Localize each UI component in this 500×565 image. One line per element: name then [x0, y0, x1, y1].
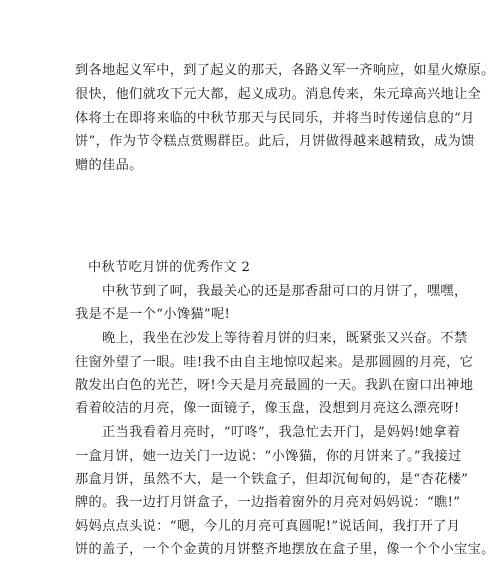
paragraph-line: 很快，他们就攻下元大都，起义成功。消息传来，朱元璋高兴地让全: [75, 87, 482, 103]
paragraph-line: 晚上，我坐在沙发上等待着月饼的归来，既紧张又兴奋。不禁: [102, 331, 468, 347]
paragraph-line: 饼的盖子，一个个金黄的月饼整齐地摆放在盒子里，像一个个小宝宝。: [75, 542, 495, 557]
paragraph-line: 一盒月饼，她一边关门一边说：“小馋猫，你的月饼来了。”我接过: [75, 448, 462, 464]
paragraph-line: 我是不是一个“小馋猫”呢!: [75, 307, 231, 323]
paragraph-line: 那盒月饼，虽然不大，是一个铁盒子，但却沉甸甸的，是“杏花楼”: [75, 472, 469, 487]
paragraph-line: 往窗外望了一眼。哇!我不由自主地惊叹起来。是那圆圆的月亮，它: [75, 354, 474, 370]
paragraph-line: 中秋节到了呵，我最关心的还是那香甜可口的月饼了，嘿嘿，: [102, 283, 468, 299]
paragraph-line: 到各地起义军中，到了起义的那天，各路义军一齐响应，如星火燎原。: [75, 63, 495, 78]
paragraph-line: 牌的。我一边打月饼盒子，一边指着窗外的月亮对妈妈说：“瞧!”: [75, 495, 461, 511]
paragraph-line: 妈妈点点头说：“嗯，今儿的月亮可真圆呢!”说话间，我打开了月: [75, 518, 461, 534]
paragraph-line: 看着皎洁的月亮，像一面镜子，像玉盘，没想到月亮这么漂亮呀!: [75, 401, 460, 417]
section-title: 中秋节吃月饼的优秀作文 2: [88, 260, 251, 276]
paragraph-line: 饼”，作为节令糕点赏赐群臣。此后，月饼做得越来越精致，成为馈: [75, 133, 475, 149]
paragraph-line: 体将士在即将来临的中秋节那天与民同乐，并将当时传递信息的“月: [75, 110, 475, 126]
paragraph-line: 赠的佳品。: [75, 158, 143, 173]
paragraph-line: 正当我看着月亮时，“叮咚”，我急忙去开门，是妈妈!她拿着: [102, 425, 461, 441]
paragraph-line: 散发出白色的光芒，呀!今天是月亮最圆的一天。我趴在窗口出神地: [75, 377, 474, 393]
